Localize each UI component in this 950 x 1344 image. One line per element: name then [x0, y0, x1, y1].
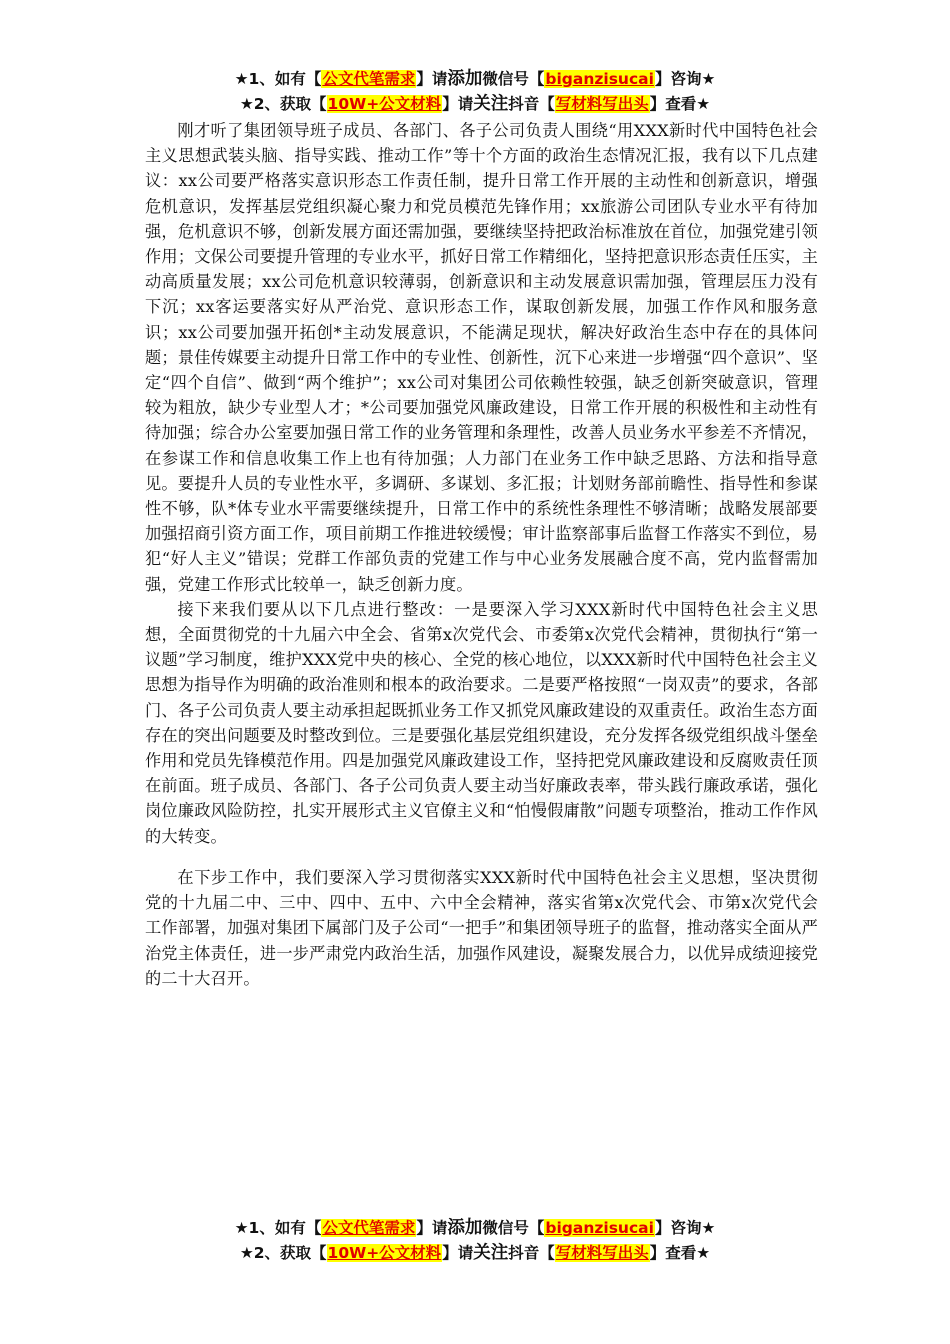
header-banner: [0, 67, 950, 117]
document-body: [145, 118, 818, 991]
banner-line-1: [0, 67, 950, 92]
banner-text: 微信号【: [482, 1219, 545, 1237]
highlight-wechat-id: biganzisucai: [545, 1219, 654, 1237]
banner-text: 】请: [416, 1219, 448, 1237]
banner-text: 】请: [442, 95, 474, 113]
highlight-materials: 10W+公文材料: [327, 1244, 442, 1262]
highlight-service: 公文代笔需求: [322, 1219, 416, 1237]
banner-emphasis: 添加: [447, 1218, 483, 1238]
banner-line-1: [0, 1216, 950, 1241]
banner-text: ★2、获取【: [239, 95, 327, 113]
banner-text: 】请: [442, 1244, 474, 1262]
banner-line-2: [0, 1241, 950, 1266]
banner-text: 】请: [416, 70, 448, 88]
banner-text: 抖音【: [508, 95, 555, 113]
banner-text: ★2、获取【: [239, 1244, 327, 1262]
highlight-douyin-account: 写材料写出头: [555, 95, 649, 113]
highlight-service: 公文代笔需求: [322, 70, 416, 88]
banner-text: 抖音【: [508, 1244, 555, 1262]
footer-banner: [0, 1216, 950, 1266]
banner-text: ★1、如有【: [234, 1219, 322, 1237]
banner-text: 】咨询★: [654, 1219, 716, 1237]
banner-text: 】查看★: [649, 95, 711, 113]
banner-emphasis: 添加: [447, 69, 483, 89]
highlight-douyin-account: 写材料写出头: [555, 1244, 649, 1262]
banner-emphasis: 关注: [473, 94, 509, 114]
banner-emphasis: 关注: [473, 1243, 509, 1263]
highlight-materials: 10W+公文材料: [327, 95, 442, 113]
paragraph-rectification: 接下来我们要从以下几点进行整改：一是要深入学习XXX新时代中国特色社会主义思想，全面贯彻党的十九届六中全会、省第x次党代会、市委第x次党代会精神，贯彻执行“第一议题”学习制度，维护XXX党中央的核心、全党的核心地位，以XXX新时代中国特色社会主义思想为指导作为明确的政治准则和根本的政治要求。二是要严格按照“一岗双责”的要求，各部门、各子公司负责人要主动承担起既抓业务工作又抓党风廉政建设的双重责任。政治生态方面存在的突出问题要及时整改到位。三是要强化基层党组织建设，充分发挥各级党组织战斗堡垒作用和党员先锋模范作用。四是加强党风廉政建设工作，坚持把党风廉政建设和反腐败责任顶在前面。班子成员、各部门、各子公司负责人要主动当好廉政表率，带头践行廉政承诺，强化岗位廉政风险防控，扎实开展形式主义官僚主义和“怕慢假庸散”问题专项整治，推动工作作风的大转变。: [145, 599, 818, 846]
banner-line-2: [0, 92, 950, 117]
banner-text: 】查看★: [649, 1244, 711, 1262]
highlight-wechat-id: biganzisucai: [545, 70, 654, 88]
paragraph-next-steps: 在下步工作中，我们要深入学习贯彻落实XXX新时代中国特色社会主义思想，坚决贯彻党的十九届二中、三中、四中、五中、六中全会精神，落实省第x次党代会、市第x次党代会工作部署，加强对集团下属部门及子公司“一把手”和集团领导班子的监督，推动落实全面从严治党主体责任，进一步严肃党内政治生活，加强作风建设，凝聚发展合力，以优异成绩迎接党的二十大召开。: [145, 867, 818, 988]
paragraph-suggestions: 刚才听了集团领导班子成员、各部门、各子公司负责人围绕“用XXX新时代中国特色社会主义思想武装头脑、指导实践、推动工作”等十个方面的政治生态情况汇报，我有以下几点建议：xx公司要严格落实意识形态工作责任制，提升日常工作开展的主动性和创新意识，增强危机意识，发挥基层党组织凝心聚力和党员模范先锋作用；xx旅游公司团队专业水平有待加强，危机意识不够，创新发展方面还需加强，要继续坚持把政治标准放在首位，加强党建引领作用；文保公司要提升管理的专业水平，抓好日常工作精细化，坚持把意识形态责任压实，主动高质量发展；xx公司危机意识较薄弱，创新意识和主动发展意识需加强，管理层压力没有下沉；xx客运要落实好从严治党、意识形态工作，谋取创新发展，加强工作作风和服务意识；xx公司要加强开拓创*主动发展意识，不能满足现状，解决好政治生态中存在的具体问题；景佳传媒要主动提升日常工作中的专业性、创新性，沉下心来进一步增强“四个意识”、坚定“四个自信”、做到“两个维护”；xx公司对集团公司依赖性较强，缺乏创新突破意识，管理较为粗放，缺少专业型人才；*公司要加强党风廉政建设，日常工作开展的积极性和主动性有待加强；综合办公室要加强日常工作的业务管理和条理性，改善人员业务水平参差不齐情况，在参谋工作和信息收集工作上也有待加强；人力部门在业务工作中缺乏思路、方法和指导意见。要提升人员的专业性水平，多调研、多谋划、多汇报；计划财务部前瞻性、指导性和参谋性不够，队*体专业水平需要继续提升，日常工作中的系统性条理性不够清晰；战略发展部要加强招商引资方面工作，项目前期工作推进较缓慢；审计监察部事后监督工作落实不到位，易犯“好人主义”错误；党群工作部负责的党建工作与中心业务发展融合度不高，党内监督需加强，党建工作形式比较单一，缺乏创新力度。: [145, 121, 818, 594]
banner-text: 微信号【: [482, 70, 545, 88]
banner-text: ★1、如有【: [234, 70, 322, 88]
banner-text: 】咨询★: [654, 70, 716, 88]
